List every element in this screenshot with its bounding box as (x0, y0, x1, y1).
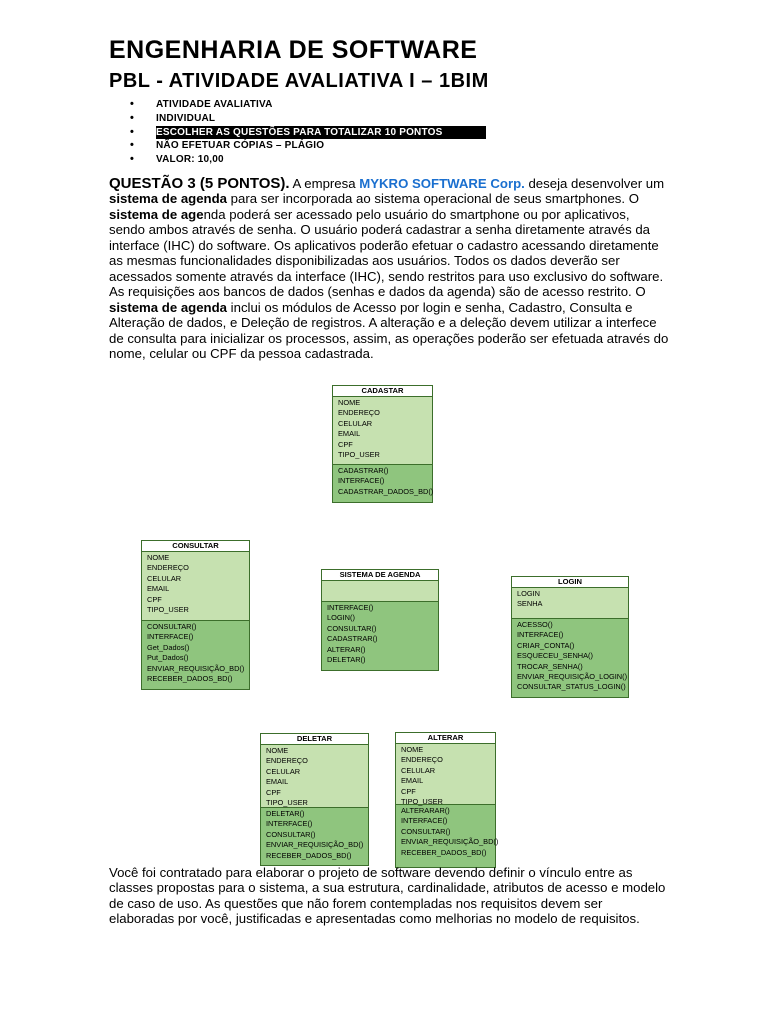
class-attributes (322, 581, 438, 602)
class-name: ALTERAR (396, 733, 495, 744)
question-paragraph: QUESTÃO 3 (5 PONTOS). A empresa MYKRO SOFTWARE Corp. deseja desenvolver um sistema de agenda para ser incorporada ao sistema operacional de seus smartphones. O sistema de agenda poderá ser acessado pelo usuário do smartphone ou por aplicativos, sendo ambos através de senha. O usuário poderá cadastrar a senha diretamente através da interface (IHC) do software. Os aplicativos poderão efetuar o cadastro acessando diretamente as mesmas funcionalidades disponibilizadas aos usuários. Todos os dados deverão ser acessados somente através da interface (IHC), sendo restritos para uso exclusivo do software. As requisições aos bancos de dados (senhas e dados da agenda) são de acesso restrito. O sistema de agenda inclui os módulos de Acesso por login e senha, Cadastro, Consulta e Alteração de dados, e Deleção de registros. A alteração e a deleção devem utilizar a interfece de consulta para inicializar os processos, assim, as operações poderão ser efetuada através do nome, celular ou CPF da pessoa cadastrada. (109, 175, 669, 361)
class-name: CONSULTAR (142, 541, 249, 552)
class-attributes: NOME ENDEREÇO CELULAR EMAIL CPF TIPO_USER (261, 745, 368, 808)
list-item: • NÃO EFETUAR CÓPIAS – PLÁGIO (130, 139, 486, 153)
requirements-list (130, 98, 486, 167)
class-name: SISTEMA DE AGENDA (322, 570, 438, 581)
class-attributes: LOGIN SENHA (512, 588, 628, 619)
class-box-cadastrar (332, 385, 433, 503)
class-methods: CADASTRAR() INTERFACE() CADASTRAR_DADOS_BD() (333, 465, 432, 502)
page-subtitle: PBL - ATIVIDADE AVALIATIVA I – 1BIM (109, 70, 489, 92)
class-methods: ACESSO() INTERFACE() CRIAR_CONTA() ESQUECEU_SENHA() TROCAR_SENHA() ENVIAR_REQUISIÇÃO_LOGIN() CONSULTAR_STATUS_LOGIN() (512, 619, 628, 697)
class-attributes: NOME ENDEREÇO CELULAR EMAIL CPF TIPO_USER (142, 552, 249, 621)
class-box-alterar (395, 732, 499, 868)
class-methods: INTERFACE() LOGIN() CONSULTAR() CADASTRAR() ALTERAR() DELETAR() (322, 602, 438, 670)
list-item: • INDIVIDUAL (130, 112, 486, 126)
class-name: CADASTAR (333, 386, 432, 397)
question-label: QUESTÃO 3 (5 PONTOS). (109, 175, 290, 192)
list-item: • VALOR: 10,00 (130, 153, 486, 167)
class-box-login (511, 576, 629, 698)
list-item: • ATIVIDADE AVALIATIVA (130, 98, 486, 112)
class-methods: DELETAR() INTERFACE() CONSULTAR() ENVIAR_REQUISIÇÃO_BD() RECEBER_DADOS_BD() (261, 808, 368, 865)
class-box-deletar (260, 733, 369, 866)
class-methods: ALTERARAR() INTERFACE() CONSULTAR() ENVIAR_REQUISIÇÃO_BD() RECEBER_DADOS_BD() (396, 805, 495, 867)
class-box-sistema-agenda (321, 569, 439, 671)
company-name: MYKRO SOFTWARE Corp. (359, 176, 525, 191)
class-box-consultar (141, 540, 250, 690)
class-attributes: NOME ENDEREÇO CELULAR EMAIL CPF TIPO_USER (396, 744, 495, 805)
class-name: DELETAR (261, 734, 368, 745)
class-attributes: NOME ENDEREÇO CELULAR EMAIL CPF TIPO_USER (333, 397, 432, 465)
class-name: LOGIN (512, 577, 628, 588)
class-methods: CONSULTAR() INTERFACE() Get_Dados() Put_Dados() ENVIAR_REQUISIÇÃO_BD() RECEBER_DADOS_BD() (142, 621, 249, 689)
closing-paragraph: Você foi contratado para elaborar o projeto de software devendo definir o vínculo entre as classes propostas para o sistema, a sua estrutura, cardinalidade, atributos de acesso e modelo de caso de uso. As questões que não forem contempladas nos requisitos devem ser elaboradas por você, justificadas e apresentadas como melhorias no modelo de requisitos. (109, 865, 666, 927)
list-item-highlighted: • ESCOLHER AS QUESTÕES PARA TOTALIZAR 10 PONTOS (130, 126, 486, 140)
page-title: ENGENHARIA DE SOFTWARE (109, 36, 478, 64)
